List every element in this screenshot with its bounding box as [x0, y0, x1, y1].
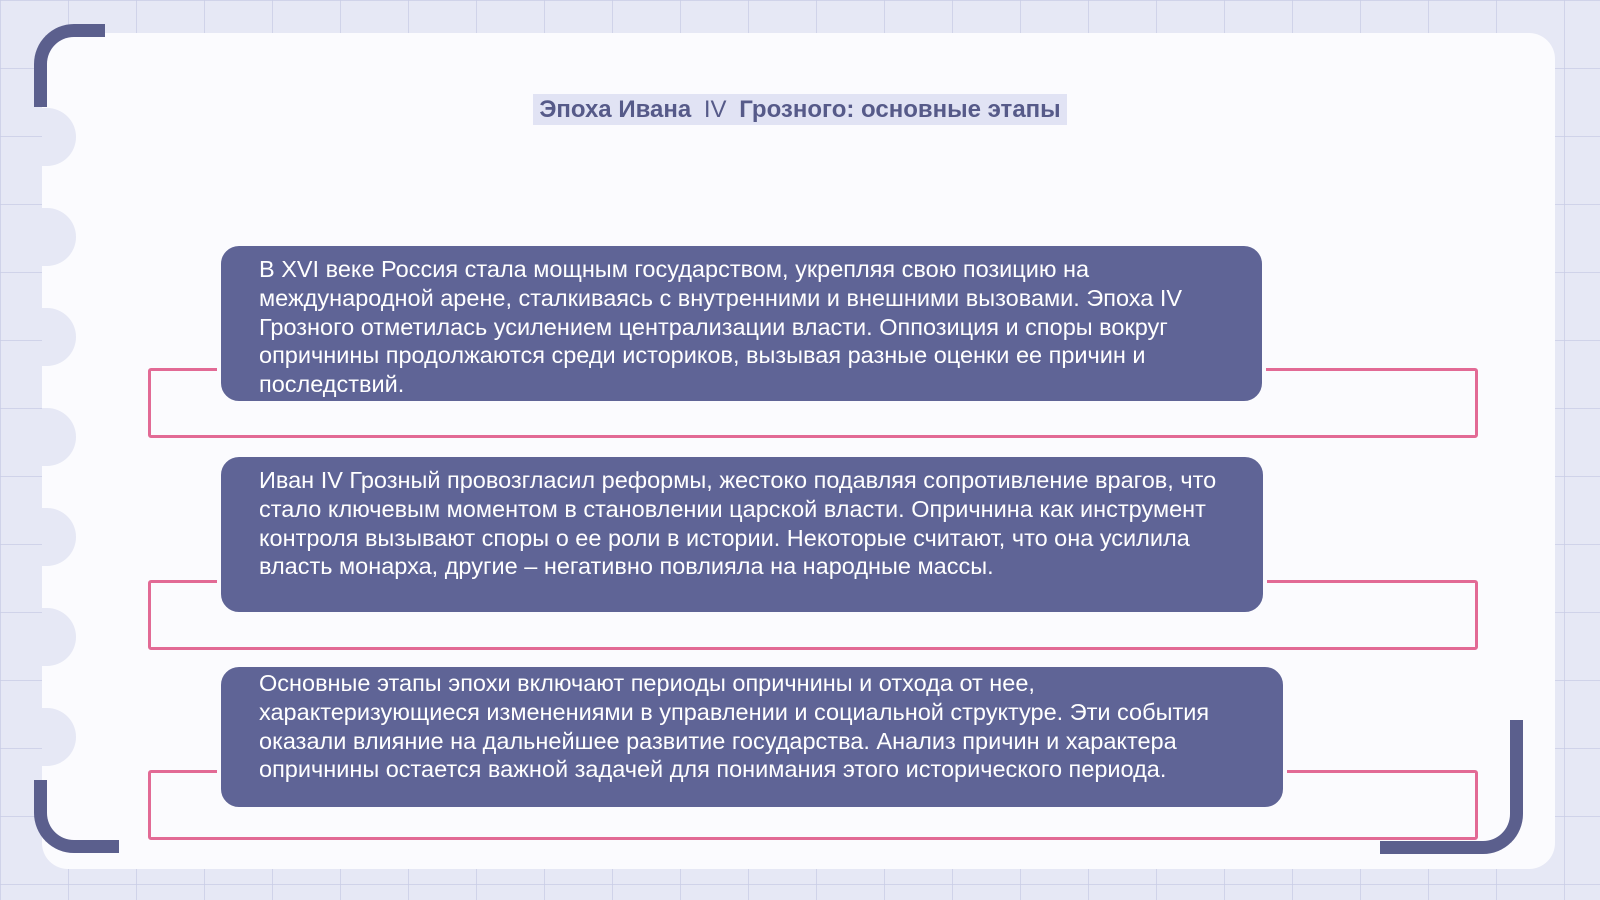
- slide-title: [0, 96, 1600, 124]
- text-block-1: [217, 242, 1266, 405]
- text-block-1-body: В XVI веке Россия стала мощным государством, укрепляя свою позицию на международной арене, сталкиваясь с внутренними и внешними вызовами. Эпоха IV Грозного отметилась усилением централизации власти. Оппозиция и споры вокруг опричнины продолжаются среди историков, вызывая разные оценки ее причин и последствий.: [259, 256, 1183, 398]
- text-block-3: [217, 663, 1287, 811]
- title-highlight: [533, 94, 1066, 125]
- text-block-2: [217, 453, 1267, 616]
- corner-bracket-bottom-left: [34, 780, 119, 853]
- title-text-part1: Эпоха Ивана: [536, 94, 701, 125]
- title-text-part2: Грозного: основные этапы: [730, 94, 1064, 125]
- text-block-3-body: Основные этапы эпохи включают периоды опричнины и отхода от нее, характеризующиеся изменениями в управлении и социальной структуре. Эти события оказали влияние на дальнейшее развитие государства. Анализ причин и характера опричнины остается важной задачей для понимания этого исторического периода.: [259, 670, 1210, 783]
- corner-bracket-top-left: [34, 24, 105, 107]
- title-roman-numeral: IV: [701, 94, 730, 125]
- text-block-2-body: Иван IV Грозный провозгласил реформы, жестоко подавляя сопротивление врагов, что стало ключевым моментом в становлении царской власти. Опричнина как инструмент контроля вызывают споры о ее роли в истории. Некоторые считают, что она усилила власть монарха, другие – негативно повлияла на народные массы.: [259, 467, 1217, 580]
